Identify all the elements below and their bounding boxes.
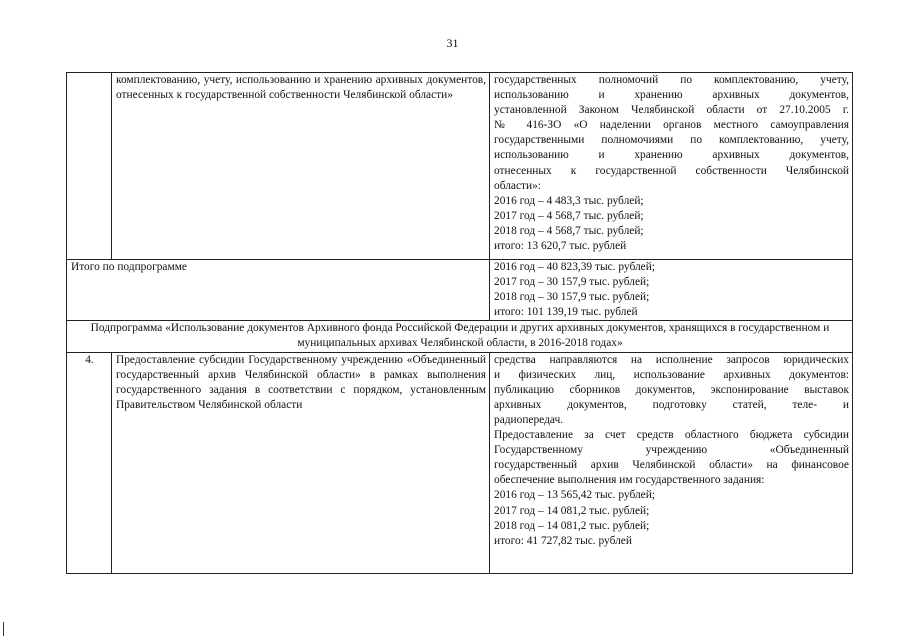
funding-line: 2016 год – 40 823,39 тыс. рублей; [494, 261, 655, 273]
funding-line: Предоставление за счет средств областного бюджета субсидии [494, 429, 849, 442]
funding-line: области»: [494, 179, 541, 192]
funding-line: 2016 год – 4 483,3 тыс. рублей; [494, 194, 644, 207]
funding-line: 2017 год – 4 568,7 тыс. рублей; [494, 209, 644, 222]
funding-line: обеспечение выполнения им государственного задания: [494, 474, 765, 487]
funding-line: государственных полномочий по комплектованию, учету, [494, 74, 849, 86]
funding-cell [490, 260, 853, 321]
funding-line: установленной Законом Челябинской области от 27.10.2005 г. [494, 104, 849, 117]
funding-line: Государственному учреждению «Объединенный [494, 444, 849, 457]
funding-cell [490, 73, 853, 260]
funding-line: 2018 год – 4 568,7 тыс. рублей; [494, 224, 644, 237]
funding-line: государственный архив Челябинской области» на финансовое [494, 459, 849, 472]
table-row [67, 352, 853, 573]
funding-line: архивных документов, подготовку статей, теле- и [494, 398, 849, 411]
funding-line: итого: 13 620,7 тыс. рублей [494, 240, 627, 253]
funding-line: средства направляются на исполнение запросов юридических [494, 353, 849, 366]
funding-cell [490, 352, 853, 573]
program-measures-table [66, 72, 853, 574]
funding-line: 2018 год – 14 081,2 тыс. рублей; [494, 519, 650, 532]
funding-line: 2018 год – 30 157,9 тыс. рублей; [494, 291, 650, 304]
table-row [67, 260, 853, 321]
table-row [67, 321, 853, 352]
funding-line: № 416-ЗО «О наделении органов местного самоуправления [494, 119, 849, 132]
funding-line: отнесенных к государственной собственности Челябинской [494, 164, 849, 177]
funding-line: государственными полномочиями по комплектованию, учету, [494, 134, 849, 147]
funding-line: радиопередач. [494, 413, 564, 426]
funding-line: 2017 год – 14 081,2 тыс. рублей; [494, 504, 650, 517]
measure-cell: Предоставление субсидии Государственному учреждению «Объединенный государственный архив Челябинской области» в рамках выполнения государственного задания в соответствии с порядком, установленным Правительством Челябинской области [112, 352, 490, 573]
table-row [67, 73, 853, 260]
subprogram-total-label: Итого по подпрограмме [67, 260, 490, 321]
funding-line: и физических лиц, использование архивных документов: [494, 368, 849, 381]
row-number-cell: 4. [67, 352, 112, 573]
row-number-cell [67, 73, 112, 260]
funding-line: использованию и хранению архивных документов, [494, 149, 849, 162]
funding-line: 2017 год – 30 157,9 тыс. рублей; [494, 276, 650, 289]
subprogram-title: Подпрограмма «Использование документов Архивного фонда Российской Федерации и других архивных документов, хранящихся в государственном и муниципальных архивах Челябинской области, в 2016-2018 годах» [67, 321, 853, 352]
funding-line: 2016 год – 13 565,42 тыс. рублей; [494, 489, 655, 502]
page-number: 31 [446, 36, 459, 50]
funding-line: использованию и хранению архивных документов, [494, 89, 849, 102]
funding-line: публикацию сборников документов, экспонирование выставок [494, 383, 849, 396]
scan-margin-mark [3, 622, 4, 636]
funding-line: итого: 41 727,82 тыс. рублей [494, 534, 632, 547]
funding-line: итого: 101 139,19 тыс. рублей [494, 306, 638, 319]
measure-cell: комплектованию, учету, использованию и хранению архивных документов, отнесенных к государственной собственности Челябинской области» [112, 73, 490, 260]
